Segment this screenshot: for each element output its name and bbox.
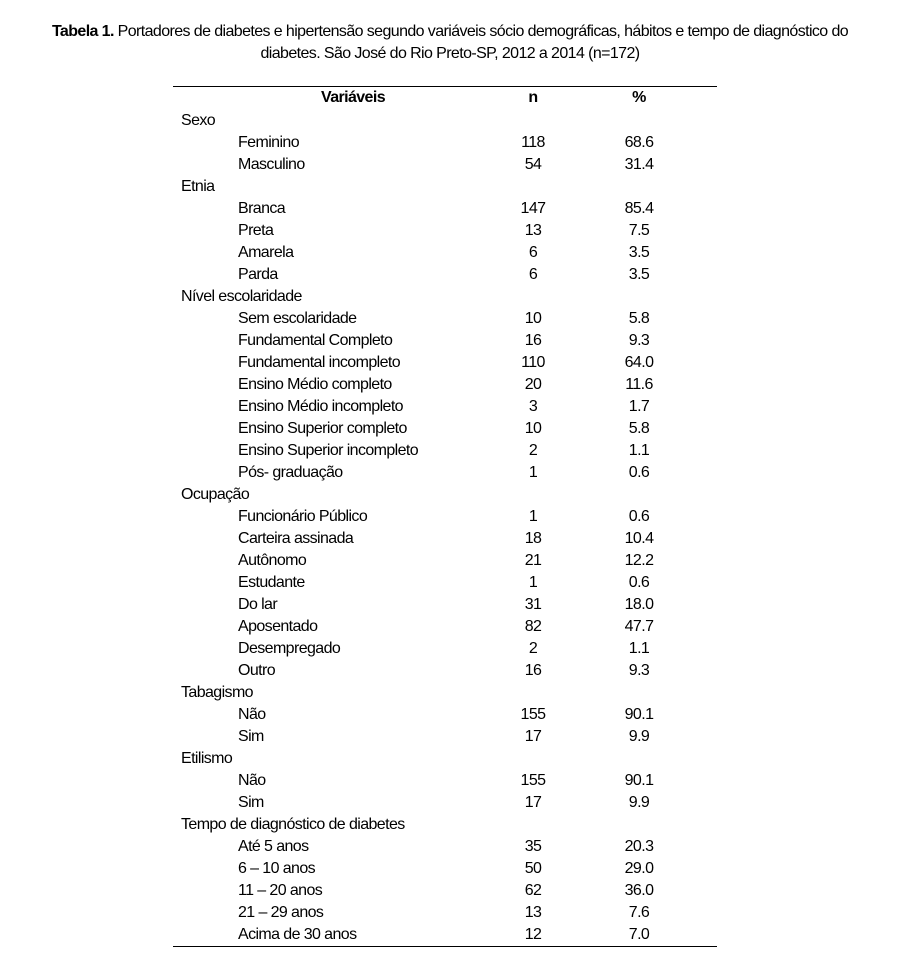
caption-label: Tabela 1.: [51, 23, 114, 40]
row-label: Autônomo: [238, 552, 307, 569]
row-n: 31: [524, 596, 542, 613]
row-label: Pós- graduação: [238, 464, 343, 481]
row-percent: 90.1: [624, 706, 654, 723]
row-label: Sem escolaridade: [238, 310, 357, 327]
row-label: Sim: [238, 728, 264, 745]
table-row: [173, 220, 717, 242]
row-percent: 7.5: [628, 222, 650, 239]
row-label: Feminino: [238, 134, 300, 151]
header-percent: %: [632, 89, 646, 106]
row-percent: 3.5: [628, 244, 650, 261]
row-label: Estudante: [238, 574, 305, 591]
row-label: Parda: [238, 266, 278, 283]
row-n: 12: [524, 926, 542, 943]
row-n: 10: [524, 310, 542, 327]
row-percent: 90.1: [624, 772, 654, 789]
group-label: Etnia: [181, 178, 215, 195]
row-n: 18: [524, 530, 542, 547]
row-label: Amarela: [238, 244, 294, 261]
caption-line-2: diabetes. São José do Rio Preto-SP, 2012 a 2014 (n=172): [260, 45, 640, 62]
table-row: [173, 836, 717, 858]
table-row: [173, 418, 717, 440]
row-percent: 85.4: [624, 200, 654, 217]
row-n: 35: [524, 838, 542, 855]
row-label: Funcionário Público: [238, 508, 368, 525]
row-n: 1: [528, 508, 538, 525]
row-label: Até 5 anos: [238, 838, 309, 855]
row-n: 118: [521, 134, 545, 151]
row-percent: 68.6: [624, 134, 654, 151]
row-label: Ensino Superior completo: [238, 420, 407, 437]
row-label: Ensino Superior incompleto: [238, 442, 419, 459]
row-percent: 9.3: [628, 662, 650, 679]
row-label: Branca: [238, 200, 286, 217]
row-n: 17: [524, 794, 542, 811]
row-label: Acima de 30 anos: [238, 926, 357, 943]
caption-line-1: Portadores de diabetes e hipertensão segundo variáveis sócio demográficas, hábitos e tempo de diagnóstico do: [113, 23, 849, 40]
table-row: [173, 660, 717, 682]
row-percent: 0.6: [628, 508, 650, 525]
table-row: [173, 572, 717, 594]
row-label: Fundamental incompleto: [238, 354, 401, 371]
row-n: 13: [524, 222, 542, 239]
row-n: 3: [528, 398, 538, 415]
row-percent: 5.8: [628, 420, 650, 437]
row-label: 11 – 20 anos: [238, 882, 323, 899]
table-row: [173, 132, 717, 154]
group-label: Nível escolaridade: [181, 288, 302, 305]
row-percent: 7.6: [628, 904, 650, 921]
row-label: Não: [238, 706, 266, 723]
table-row: [173, 528, 717, 550]
table-row: [173, 792, 717, 814]
row-n: 50: [524, 860, 542, 877]
row-percent: 20.3: [624, 838, 654, 855]
table-row: [173, 396, 717, 418]
row-percent: 47.7: [624, 618, 654, 635]
row-label: Ensino Médio completo: [238, 376, 392, 393]
row-percent: 9.3: [628, 332, 650, 349]
table-row: [173, 616, 717, 638]
row-percent: 1.7: [628, 398, 650, 415]
row-percent: 0.6: [628, 464, 650, 481]
row-n: 2: [528, 442, 538, 459]
row-n: 110: [521, 354, 545, 371]
table-row: [173, 880, 717, 902]
row-percent: 11.6: [625, 376, 653, 393]
row-percent: 1.1: [628, 442, 650, 459]
row-percent: 7.0: [628, 926, 650, 943]
row-n: 82: [524, 618, 542, 635]
row-n: 20: [524, 376, 542, 393]
row-n: 6: [528, 244, 538, 261]
table-row: [173, 770, 717, 792]
row-percent: 9.9: [628, 794, 650, 811]
row-percent: 9.9: [628, 728, 650, 745]
group-label: Etilismo: [181, 750, 233, 767]
row-label: Preta: [238, 222, 274, 239]
row-n: 155: [520, 772, 546, 789]
row-n: 17: [524, 728, 542, 745]
row-percent: 0.6: [628, 574, 650, 591]
row-n: 1: [528, 464, 538, 481]
row-percent: 36.0: [624, 882, 654, 899]
table-row: [173, 154, 717, 176]
table-row: [173, 352, 717, 374]
table-row: [173, 264, 717, 286]
group-label: Tabagismo: [181, 684, 253, 701]
row-label: Sim: [238, 794, 264, 811]
table-row: [173, 440, 717, 462]
row-n: 54: [524, 156, 542, 173]
group-label: Ocupação: [181, 486, 250, 503]
row-percent: 3.5: [628, 266, 650, 283]
table-row: [173, 638, 717, 660]
table-bottom-rule: [173, 946, 717, 947]
row-label: Ensino Médio incompleto: [238, 398, 403, 415]
table-row: [173, 506, 717, 528]
table-row: [173, 726, 717, 748]
row-n: 13: [524, 904, 542, 921]
row-n: 1: [528, 574, 538, 591]
table-row: [173, 198, 717, 220]
table-row: [173, 374, 717, 396]
row-percent: 18.0: [624, 596, 654, 613]
table-row: [173, 594, 717, 616]
table-group-row: [173, 286, 717, 308]
table-row: [173, 704, 717, 726]
row-percent: 31.4: [624, 156, 654, 173]
header-variables: Variáveis: [321, 89, 385, 106]
table-row: [173, 550, 717, 572]
row-n: 147: [520, 200, 546, 217]
row-label: Aposentado: [238, 618, 318, 635]
table-row: [173, 308, 717, 330]
row-n: 62: [524, 882, 542, 899]
row-label: 21 – 29 anos: [238, 904, 324, 921]
data-table: [173, 86, 717, 947]
row-label: Fundamental Completo: [238, 332, 393, 349]
table-body: [173, 110, 717, 946]
row-percent: 29.0: [624, 860, 654, 877]
row-n: 21: [524, 552, 542, 569]
row-label: Do lar: [238, 596, 278, 613]
row-n: 155: [520, 706, 546, 723]
table-row: [173, 242, 717, 264]
row-n: 10: [524, 420, 542, 437]
row-n: 6: [528, 266, 538, 283]
row-label: Outro: [238, 662, 276, 679]
row-label: Não: [238, 772, 266, 789]
row-percent: 1.1: [628, 640, 650, 657]
group-label: Tempo de diagnóstico de diabetes: [181, 816, 405, 833]
row-label: 6 – 10 anos: [238, 860, 316, 877]
row-label: Masculino: [238, 156, 305, 173]
table-group-row: [173, 176, 717, 198]
table-group-row: [173, 110, 717, 132]
group-label: Sexo: [181, 112, 216, 129]
table-caption: [0, 21, 900, 65]
row-percent: 64.0: [624, 354, 654, 371]
row-percent: 10.4: [624, 530, 654, 547]
row-n: 16: [524, 662, 542, 679]
table-group-row: [173, 682, 717, 704]
header-n: n: [528, 89, 538, 106]
table-group-row: [173, 748, 717, 770]
table-group-row: [173, 814, 717, 836]
table-header-row: [173, 87, 717, 110]
table-row: [173, 902, 717, 924]
table-row: [173, 858, 717, 880]
row-label: Desempregado: [238, 640, 341, 657]
table-row: [173, 924, 717, 946]
table-row: [173, 330, 717, 352]
table-group-row: [173, 484, 717, 506]
table-row: [173, 462, 717, 484]
row-percent: 12.2: [624, 552, 654, 569]
row-n: 16: [524, 332, 542, 349]
row-label: Carteira assinada: [238, 530, 354, 547]
row-n: 2: [528, 640, 538, 657]
row-percent: 5.8: [628, 310, 650, 327]
